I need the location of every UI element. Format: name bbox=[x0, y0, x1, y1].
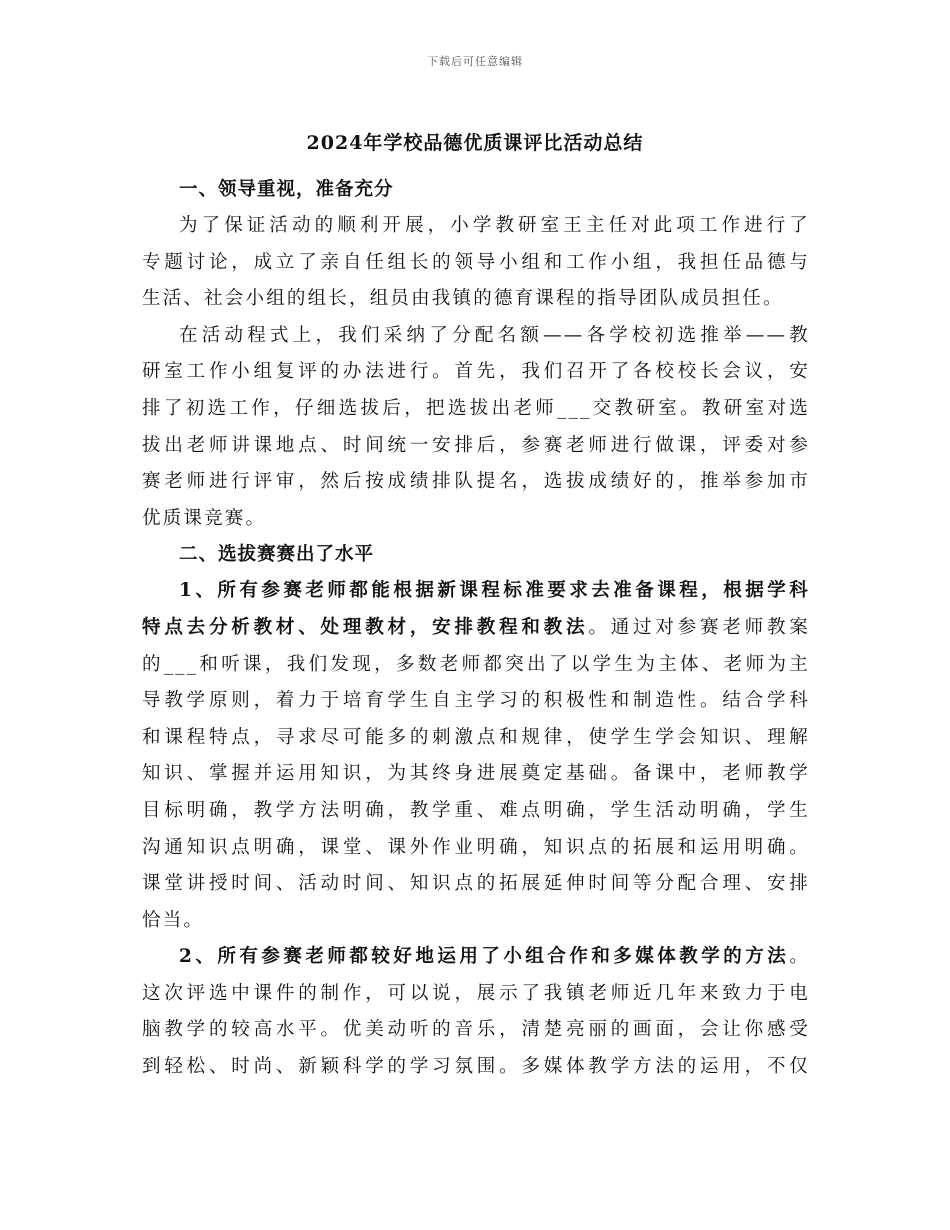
text-line: 知识、掌握并运用知识，为其终身进展奠定基础。备课中，老师教学 bbox=[142, 763, 810, 785]
text-line-mixed bbox=[142, 939, 810, 976]
text-line: 优质课竞赛。 bbox=[142, 507, 267, 529]
text-line: 恰当。 bbox=[142, 909, 205, 931]
text-line: 目标明确，教学方法明确，教学重、难点明确，学生活动明确，学生 bbox=[142, 799, 810, 821]
text-line: 到轻松、时尚、新颖科学的学习氛围。多媒体教学方法的运用，不仅 bbox=[142, 1056, 810, 1078]
section-heading-1: 一、领导重视，准备充分 bbox=[179, 179, 394, 200]
paragraph-1-2 bbox=[142, 318, 810, 538]
text-line: 脑教学的较高水平。优美动听的音乐，清楚亮丽的画面，会让你感受 bbox=[142, 1019, 810, 1041]
text-line: 沟通知识点明确，课堂、课外作业明确，知识点的拓展和运用明确。 bbox=[142, 836, 810, 858]
document-title: 2024年学校品德优质课评比活动总结 bbox=[306, 132, 644, 154]
paragraph-2-2 bbox=[142, 939, 810, 1085]
text-line: 排了初选工作，仔细选拔后，把选拔出老师___交教研室。教研室对选 bbox=[142, 397, 810, 419]
paragraph-1-1 bbox=[142, 208, 810, 318]
text-line: 研室工作小组复评的办法进行。首先，我们召开了各校校长会议，安 bbox=[142, 361, 810, 383]
bold-phrase: 特点去分析教材、处理教材，安排教程和教法 bbox=[142, 616, 589, 638]
text-line: 在活动程式上，我们采纳了分配名额——各学校初选推举——教 bbox=[179, 324, 810, 346]
text-line: 课堂讲授时间、活动时间、知识点的拓展延伸时间等分配合理、安排 bbox=[142, 873, 810, 895]
text-line: 和课程特点，寻求尽可能多的刺激点和规律，使学生学会知识、理解 bbox=[142, 726, 810, 748]
section-heading-2: 二、选拔赛赛出了水平 bbox=[179, 544, 375, 566]
text-line: 为了保证活动的顺利开展，小学教研室王主任对此项工作进行了 bbox=[179, 215, 810, 236]
page-header-note: 下载后可任意编辑 bbox=[427, 55, 523, 68]
plain-phrase: 。通过对参赛老师教案 bbox=[588, 616, 810, 638]
document-body bbox=[142, 172, 810, 1086]
text-line: 拔出老师讲课地点、时间统一安排后，参赛老师进行做课，评委对参 bbox=[142, 434, 810, 456]
text-line-bold: 1、所有参赛老师都能根据新课程标准要求去准备课程，根据学科 bbox=[179, 580, 810, 602]
text-line: 生活、社会小组的组长，组员由我镇的德育课程的指导团队成员担任。 bbox=[142, 288, 784, 310]
plain-phrase: 。 bbox=[789, 946, 810, 968]
text-line-mixed bbox=[142, 610, 810, 647]
text-line: 赛老师进行评审，然后按成绩排队提名，选拔成绩好的，推举参加市 bbox=[142, 471, 810, 493]
text-line: 的___和听课，我们发现，多数老师都突出了以学生为主体、老师为主 bbox=[142, 653, 810, 675]
paragraph-2-1 bbox=[142, 573, 810, 939]
text-line: 导教学原则，着力于培育学生自主学习的积极性和制造性。结合学科 bbox=[142, 690, 810, 712]
bold-phrase: 2、所有参赛老师都较好地运用了小组合作和多媒体教学的方法 bbox=[179, 946, 790, 968]
text-line: 这次评选中课件的制作，可以说，展示了我镇老师近几年来致力于电 bbox=[142, 982, 810, 1004]
text-line: 专题讨论，成立了亲自任组长的领导小组和工作小组，我担任品德与 bbox=[142, 251, 810, 273]
